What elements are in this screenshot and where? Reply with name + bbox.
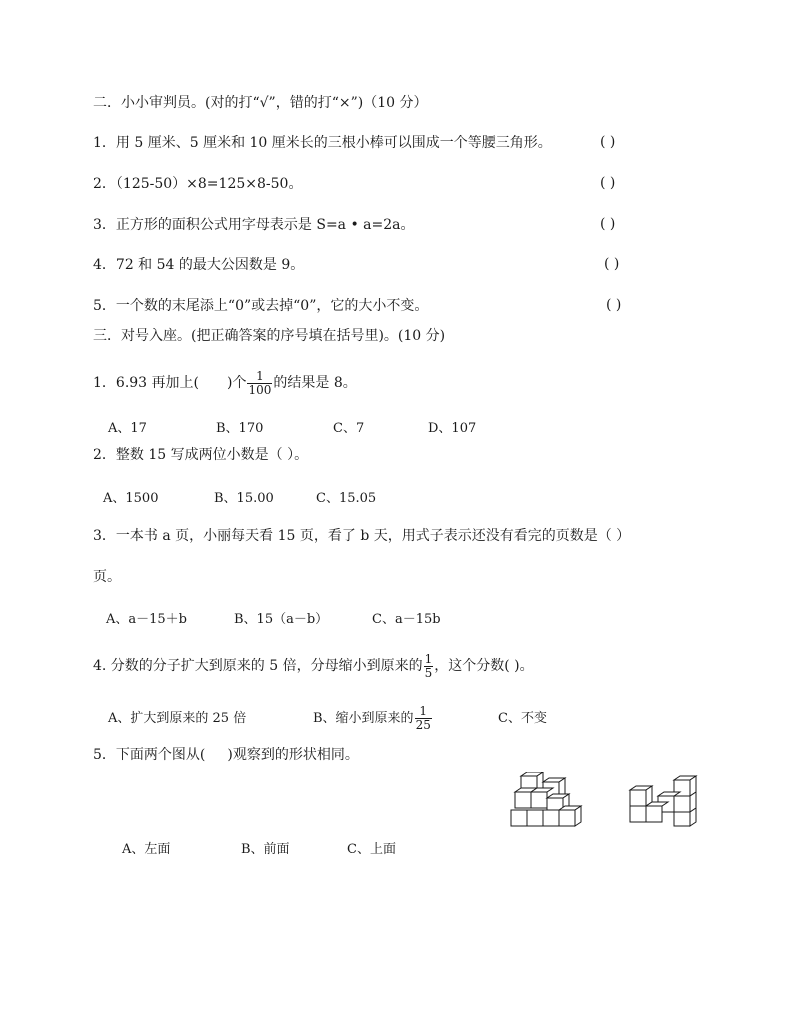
q1-text-post: 的结果是 8。 [273,375,357,391]
answer-paren-1[interactable]: ( ) [600,134,616,150]
q3-option-b[interactable]: B、15（a－b） [234,612,329,627]
q4-fraction [424,653,434,680]
answer-paren-4[interactable]: ( ) [604,256,620,272]
q4-option-b[interactable] [313,702,433,736]
q1-fraction [247,370,272,397]
q5-text-pre: 5．下面两个图从( [93,747,206,763]
choice-question-5 [93,746,359,764]
choice-question-4 [93,649,534,683]
q2-option-c[interactable]: C、15.05 [316,491,377,506]
q3-option-a[interactable]: A、a－15＋b [106,612,188,627]
answer-paren-2[interactable]: ( ) [600,175,616,191]
q5-option-b[interactable]: B、前面 [241,842,290,857]
q4-option-b-fraction [415,705,432,732]
choice-question-3-line1: 3．一本书 a 页，小丽每天看 15 页，看了 b 天，用式子表示还没有看完的页数是（ ） [93,528,631,544]
q2-option-b[interactable]: B、15.00 [214,491,274,506]
q4-text-pre: 4. 分数的分子扩大到原来的 5 倍，分母缩小到原来的 [93,658,423,674]
q1-option-c[interactable]: C、7 [333,421,365,436]
q1-fraction-denominator: 100 [248,382,272,397]
q4-fraction-denominator: 5 [424,665,433,680]
q4-fraction-numerator: 1 [424,651,433,666]
cube-figure-2 [628,772,706,830]
q1-option-d[interactable]: D、107 [428,421,477,436]
q5-text-post: )观察到的形状相同。 [227,747,359,763]
judge-item-1: 1．用 5 厘米、5 厘米和 10 厘米长的三根小棒可以围成一个等腰三角形。 [93,135,552,151]
judge-item-2: 2．（125-50）×8=125×8-50。 [93,176,303,192]
q4-option-b-text: B、缩小到原来的 [313,711,414,726]
judge-item-4: 4．72 和 54 的最大公因数是 9。 [93,257,305,273]
choice-question-2: 2．整数 15 写成两位小数是（ ）。 [93,447,309,463]
choice-question-3-line2: 页。 [93,569,121,585]
q1-option-a[interactable]: A、17 [108,421,147,436]
section-2-heading: 二．小小审判员。(对的打“√”，错的打“×”)（10 分） [93,95,428,111]
section-3-heading: 三．对号入座。(把正确答案的序号填在括号里)。(10 分) [93,328,446,344]
q5-option-c[interactable]: C、上面 [347,842,396,857]
q1-option-b[interactable]: B、170 [216,421,264,436]
q4-option-b-denominator: 25 [415,718,431,732]
q4-option-a[interactable]: A、扩大到原来的 25 倍 [108,711,247,726]
q4-option-c[interactable]: C、不变 [498,711,547,726]
q5-option-a[interactable]: A、左面 [122,842,171,857]
judge-item-3: 3．正方形的面积公式用字母表示是 S=a • a=2a。 [93,217,415,233]
answer-paren-5[interactable]: ( ) [606,297,622,313]
judge-item-5: 5．一个数的末尾添上“0”或去掉“0”，它的大小不变。 [93,298,429,314]
q4-text-post: ，这个分数( )。 [434,658,534,674]
choice-question-1 [93,366,357,400]
answer-paren-3[interactable]: ( ) [600,216,616,232]
q1-text-pre: 1．6.93 再加上( [93,375,199,391]
cube-figure-1 [505,772,587,830]
q4-option-b-numerator: 1 [419,704,428,718]
q2-option-a[interactable]: A、1500 [103,491,159,506]
q1-text-mid: )个 [227,375,247,391]
q1-fraction-numerator: 1 [256,368,264,383]
q3-option-c[interactable]: C、a－15b [372,612,441,627]
